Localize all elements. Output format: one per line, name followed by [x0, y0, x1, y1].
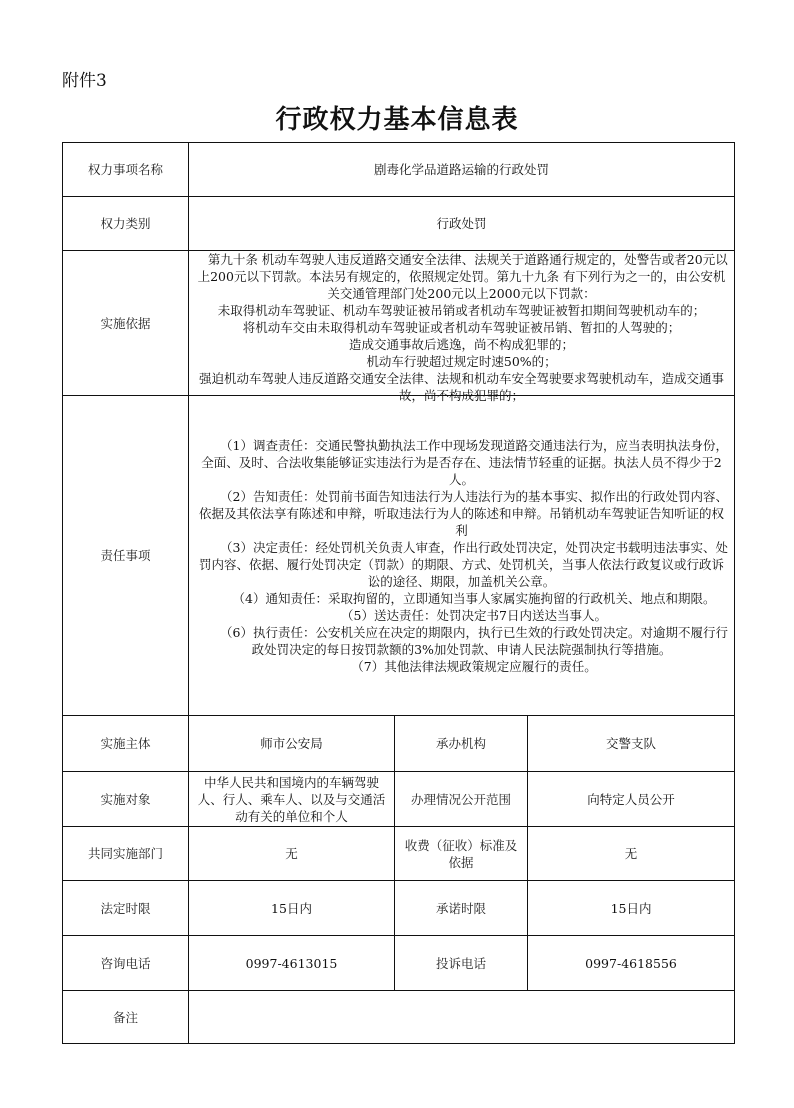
cell-label: 承办机构 — [395, 716, 528, 772]
cell-value: 向特定人员公开 — [528, 772, 735, 827]
row-remarks — [63, 991, 735, 1044]
row-subject — [63, 716, 735, 772]
cell-value: 剧毒化学品道路运输的行政处罚 — [189, 143, 735, 197]
cell-value: 无 — [189, 827, 395, 881]
row-time-limit — [63, 881, 735, 936]
cell-label: 投诉电话 — [395, 936, 528, 991]
responsibility-item: （4）通知责任：采取拘留的，立即通知当事人家属实施拘留的行政机关、地点和期限。 — [232, 590, 716, 606]
cell-label: 权力事项名称 — [63, 143, 189, 197]
cell-label: 责任事项 — [63, 396, 189, 716]
info-table — [62, 142, 735, 1044]
page-title: 行政权力基本信息表 — [275, 105, 519, 135]
responsibility-item: （6）执行责任：公安机关应在决定的期限内，执行已生效的行政处罚决定。对逾期不履行行政处罚决定的每日按罚款额的3%加处罚款、申请人民法院强制执行等措施。 — [220, 624, 728, 657]
row-phone — [63, 936, 735, 991]
cell-value: 师市公安局 — [189, 716, 395, 772]
cell-label: 收费（征收）标准及依据 — [395, 827, 528, 881]
responsibility-item: （3）决定责任：经处罚机关负责人审查，作出行政处罚决定，处罚决定书载明违法事实、处罚内容、依据、履行处罚决定（罚款）的期限、方式、处罚机关，当事人依法行政复议或行政诉讼的途径、期限，加盖机关公章。 — [199, 539, 728, 589]
cell-label: 实施对象 — [63, 772, 189, 827]
cell-label: 实施依据 — [63, 251, 189, 396]
responsibility-item: （2）告知责任：处罚前书面告知违法行为人违法行为的基本事实、拟作出的行政处罚内容、依据及其依法享有陈述和申辩，听取违法行为人的陈述和申辩。吊销机动车驾驶证告知听证的权利 — [199, 488, 728, 538]
cell-value: 交警支队 — [528, 716, 735, 772]
row-category — [63, 197, 735, 251]
cell-label: 共同实施部门 — [63, 827, 189, 881]
cell-value: 行政处罚 — [189, 197, 735, 251]
cell-value: 中华人民共和国境内的车辆驾驶人、行人、乘车人、以及与交通活动有关的单位和个人 — [189, 772, 395, 827]
responsibility-item: （7）其他法律法规政策规定应履行的责任。 — [351, 658, 597, 674]
responsibility-item: （5）送达责任：处罚决定书7日内送达当事人。 — [341, 607, 607, 623]
basis-line: 造成交通事故后逃逸，尚不构成犯罪的； — [349, 337, 575, 352]
basis-line: 第九十条 机动车驾驶人违反道路交通安全法律、法规关于道路通行规定的，处警告或者20元以上200元以下罚款。本法另有规定的，依照规定处罚。第九十九条 有下列行为之一的，由公安机关交通管理部门处200元以上2000元以下罚款： — [197, 252, 728, 301]
cell-label: 办理情况公开范围 — [395, 772, 528, 827]
cell-value: 15日内 — [528, 881, 735, 936]
basis-line: 将机动车交由未取得机动车驾驶证或者机动车驾驶证被吊销、暂扣的人驾驶的； — [242, 320, 681, 335]
cell-label: 咨询电话 — [63, 936, 189, 991]
cell-value — [189, 991, 735, 1044]
cell-label: 实施主体 — [63, 716, 189, 772]
cell-value: 0997-4618556 — [528, 936, 735, 991]
cell-value: 无 — [528, 827, 735, 881]
row-name — [63, 143, 735, 197]
cell-label: 法定时限 — [63, 881, 189, 936]
row-basis — [63, 251, 735, 396]
responsibility-item: （1）调查责任：交通民警执勤执法工作中现场发现道路交通违法行为，应当表明执法身份，全面、及时、合法收集能够证实违法行为是否存在、违法情节轻重的证据。执法人员不得少于2人。 — [201, 437, 728, 487]
cell-label: 权力类别 — [63, 197, 189, 251]
basis-line: 强迫机动车驾驶人违反道路交通安全法律、法规和机动车安全驾驶要求驾驶机动车，造成交通事故，尚不构成犯罪的； — [199, 371, 725, 403]
responsibility-text — [189, 396, 735, 716]
row-joint — [63, 827, 735, 881]
basis-text — [189, 251, 735, 403]
attachment-label: 附件3 — [62, 71, 107, 91]
cell-label: 备注 — [63, 991, 189, 1044]
basis-line: 机动车行驶超过规定时速50%的； — [366, 354, 557, 369]
row-responsibility — [63, 396, 735, 716]
cell-value: 0997-4613015 — [189, 936, 395, 991]
basis-line: 未取得机动车驾驶证、机动车驾驶证被吊销或者机动车驾驶证被暂扣期间驾驶机动车的； — [217, 303, 706, 318]
cell-value: 15日内 — [189, 881, 395, 936]
cell-label: 承诺时限 — [395, 881, 528, 936]
row-target — [63, 772, 735, 827]
